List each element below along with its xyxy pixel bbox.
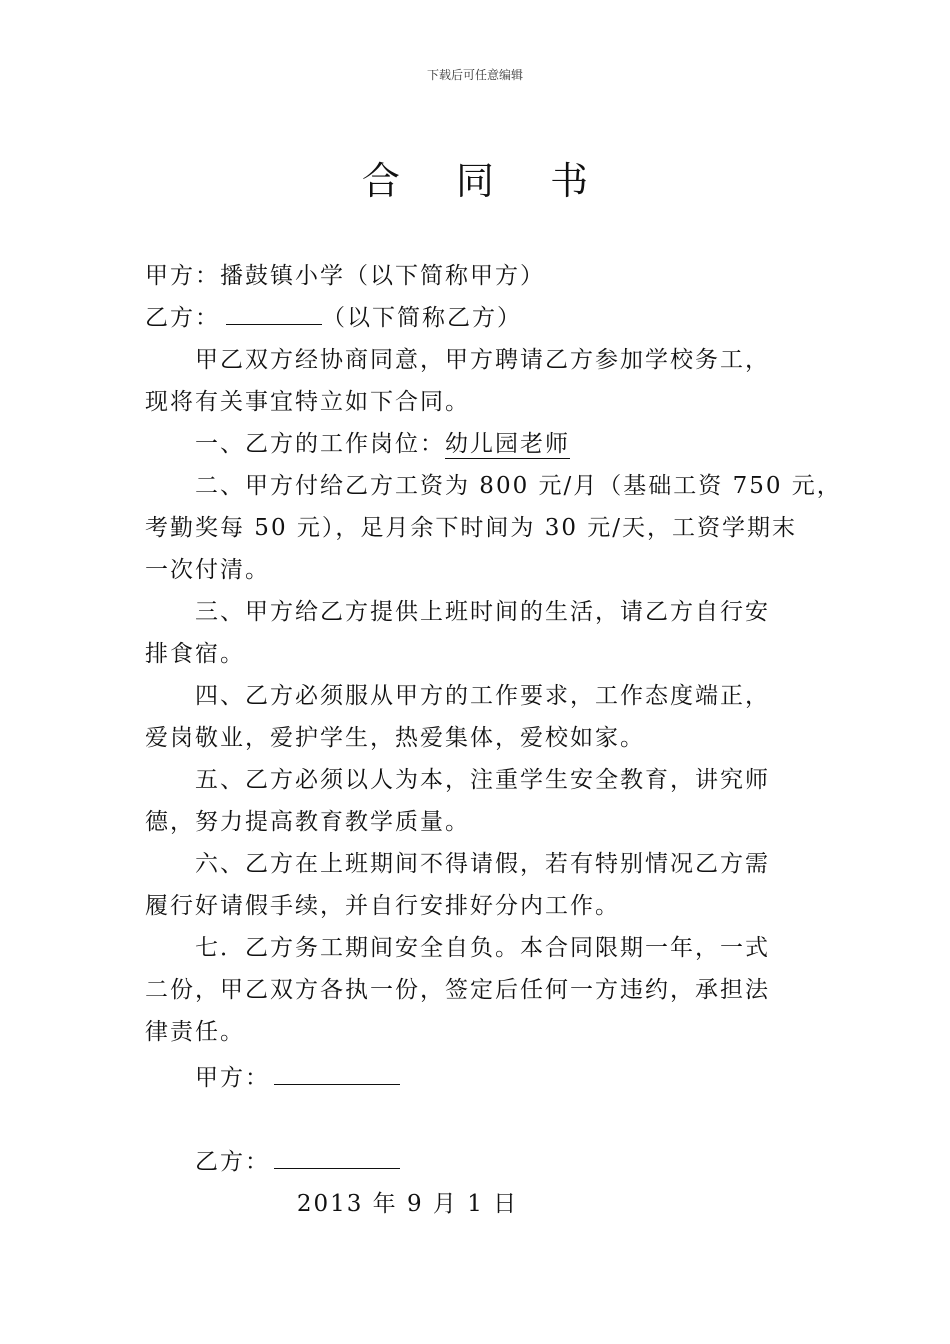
intro-line-2: 现将有关事宜特立如下合同。 — [145, 389, 470, 415]
signature-party-b-label: 乙方： — [195, 1149, 270, 1175]
clause-3-line-2: 排食宿。 — [145, 641, 245, 667]
party-b-line — [145, 297, 810, 339]
party-b-suffix: （以下简称乙方） — [322, 305, 522, 331]
clause-3-line-1: 三、甲方给乙方提供上班时间的生活，请乙方自行安 — [195, 599, 770, 625]
clause-2-line-3: 一次付清。 — [145, 557, 270, 583]
signature-party-b — [145, 1141, 810, 1183]
signature-party-b-blank — [274, 1145, 400, 1169]
header-note: 下载后可任意编辑 — [426, 68, 523, 82]
party-a-label: 甲方： — [145, 263, 220, 289]
clause-1 — [145, 423, 810, 465]
clause-1-position: 幼儿园老师 — [445, 431, 570, 457]
clause-2-line-1: 二、甲方付给乙方工资为 800 元/月（基础工资 750 元， — [195, 473, 842, 499]
clause-7-line-2: 二份，甲乙双方各执一份，签定后任何一方违约，承担法 — [145, 977, 770, 1003]
clause-7-line-1: 七．乙方务工期间安全自负。本合同限期一年，一式 — [195, 935, 770, 961]
signature-date: 2013 年 9 月 1 日 — [296, 1191, 519, 1217]
contract-body — [145, 255, 842, 1225]
party-b-blank — [226, 301, 322, 325]
clause-7-line-3: 律责任。 — [145, 1019, 245, 1045]
clause-5-line-2: 德，努力提高教育教学质量。 — [145, 809, 470, 835]
signature-party-a — [145, 1057, 810, 1099]
clause-6-line-1: 六、乙方在上班期间不得请假，若有特别情况乙方需 — [195, 851, 770, 877]
party-a-line — [145, 255, 810, 297]
clause-4-line-2: 爱岗敬业，爱护学生，热爱集体，爱校如家。 — [145, 725, 645, 751]
party-a-name: 播鼓镇小学（以下简称甲方） — [220, 263, 545, 289]
intro-line-1: 甲乙双方经协商同意，甲方聘请乙方参加学校务工， — [195, 347, 770, 373]
clause-1-prefix: 一、乙方的工作岗位： — [195, 431, 445, 457]
clause-6-line-2: 履行好请假手续，并自行安排好分内工作。 — [145, 893, 620, 919]
signature-party-a-label: 甲方： — [195, 1065, 270, 1091]
signature-spacer — [145, 1099, 810, 1141]
party-b-label: 乙方： — [145, 305, 220, 331]
document-title: 合 同 书 — [361, 159, 611, 203]
clause-5-line-1: 五、乙方必须以人为本，注重学生安全教育，讲究师 — [195, 767, 770, 793]
clause-4-line-1: 四、乙方必须服从甲方的工作要求，工作态度端正， — [195, 683, 770, 709]
clause-2-line-2: 考勤奖每 50 元），足月余下时间为 30 元/天，工资学期末 — [145, 515, 798, 541]
signature-party-a-blank — [274, 1061, 400, 1085]
